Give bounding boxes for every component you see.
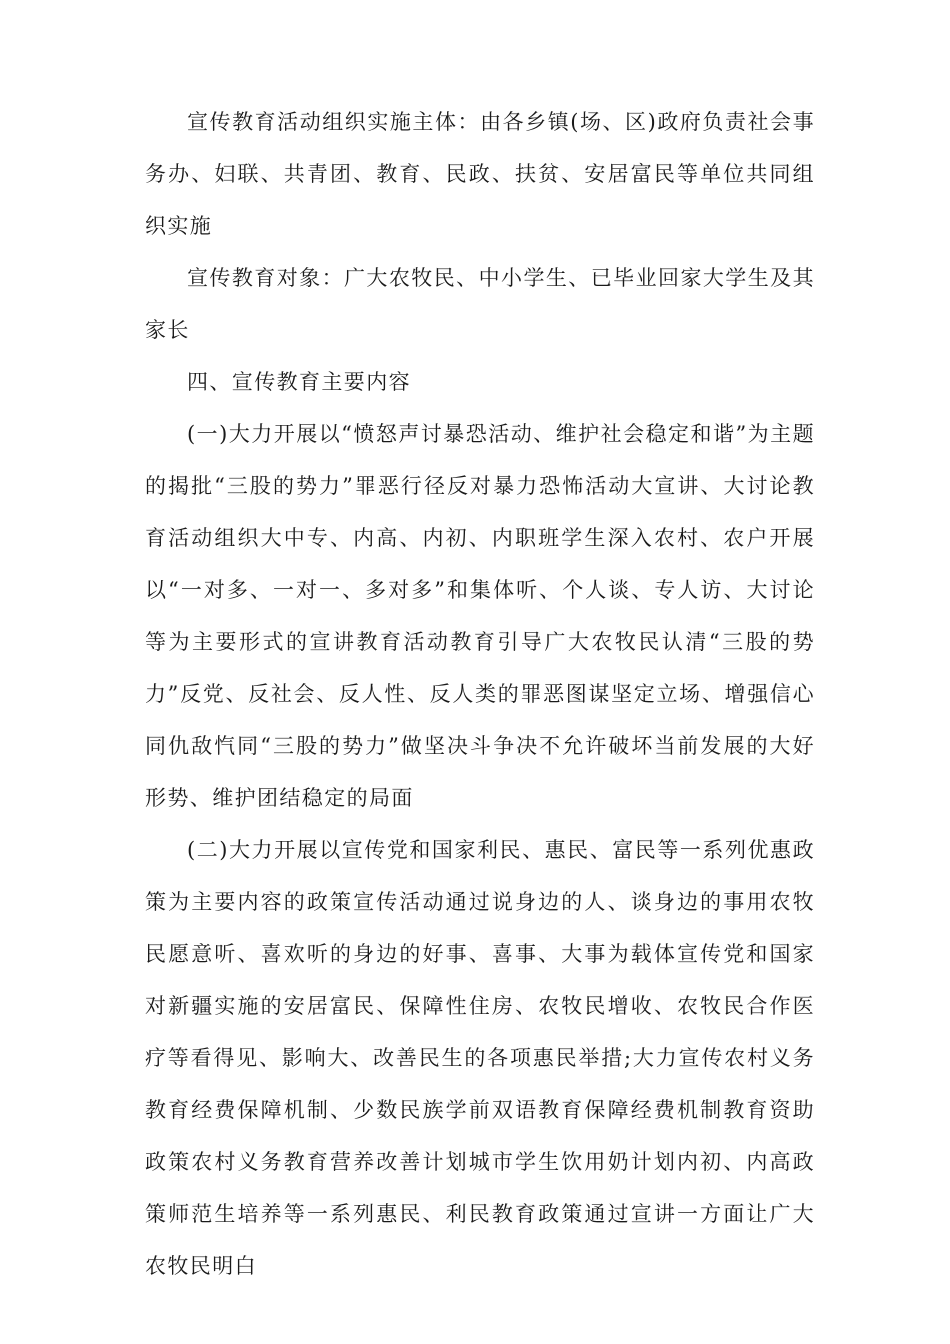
- paragraph-implementing-body: 宣传教育活动组织实施主体：由各乡镇(场、区)政府负责社会事务办、妇联、共青团、教育、民政、扶贫、安居富民等单位共同组织实施: [145, 110, 815, 238]
- paragraph-target-audience: 宣传教育对象：广大农牧民、中小学生、已毕业回家大学生及其家长: [145, 266, 815, 342]
- paragraph-item-one: (一)大力开展以“愤怒声讨暴恐活动、维护社会稳定和谐”为主题的揭批“三股的势力”罪恶行径反对暴力恐怖活动大宣讲、大讨论教育活动组织大中专、内高、内初、内职班学生深入农村、农户开展以“一对多、一对一、多对多”和集体听、个人谈、专人访、大讨论等为主要形式的宣讲教育活动教育引导广大农牧民认清“三股的势力”反党、反社会、反人性、反人类的罪恶图谋坚定立场、增强信心同仇敌忾同“三股的势力”做坚决斗争决不允许破坏当前发展的大好形势、维护团结稳定的局面: [145, 422, 815, 810]
- document-page: [145, 96, 815, 1292]
- paragraph-item-two: (二)大力开展以宣传党和国家利民、惠民、富民等一系列优惠政策为主要内容的政策宣传活动通过说身边的人、谈身边的事用农牧民愿意听、喜欢听的身边的好事、喜事、大事为载体宣传党和国家对新疆实施的安居富民、保障性住房、农牧民增收、农牧民合作医疗等看得见、影响大、改善民生的各项惠民举措;大力宣传农村义务教育经费保障机制、少数民族学前双语教育保障经费机制教育资助政策农村义务教育营养改善计划城市学生饮用奶计划内初、内高政策师范生培养等一系列惠民、利民教育政策通过宣讲一方面让广大农牧民明白: [145, 838, 815, 1278]
- section-heading-main-content: 四、宣传教育主要内容: [187, 370, 411, 394]
